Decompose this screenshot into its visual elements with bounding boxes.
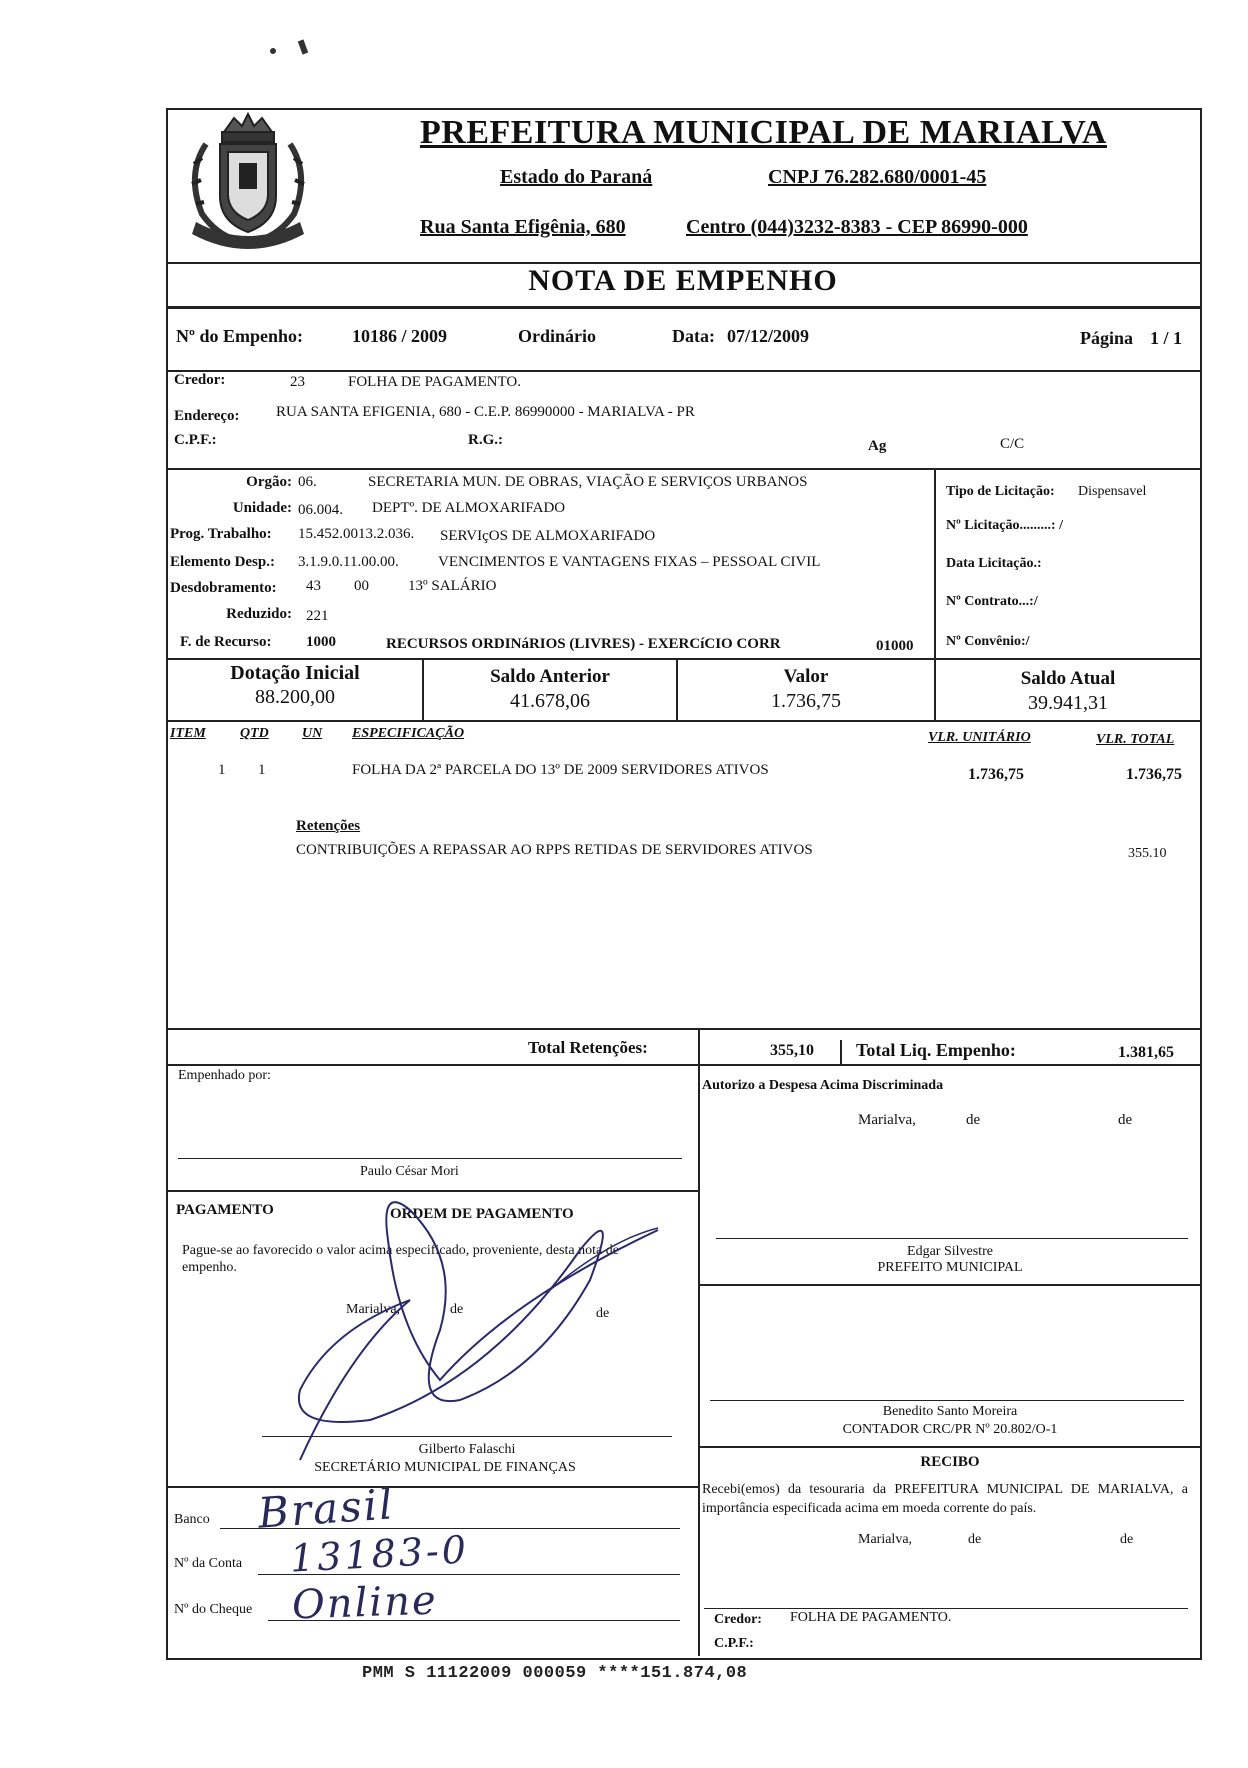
desd: 13º SALÁRIO [408, 578, 497, 594]
recibo-de: de [1120, 1532, 1134, 1547]
city-date: Marialva, [858, 1112, 916, 1128]
col-header-total: VLR. TOTAL [1096, 732, 1175, 747]
saldo-anterior-label: Saldo Anterior [490, 666, 610, 687]
empenho-number: 10186 / 2009 [352, 326, 448, 346]
scan-mark [298, 39, 308, 54]
secretario-title: SECRETÁRIO MUNICIPAL DE FINANÇAS [314, 1460, 576, 1475]
desd-a: 43 [306, 578, 321, 594]
contador-name: Benedito Santo Moreira [882, 1404, 1018, 1419]
divider [166, 370, 1200, 372]
recibo-text: Recebi(emos) da tesouraria da PREFEITURA MUNICIPAL DE MARIALVA, a importância especificada acima em moeda corrente do país. [702, 1482, 1188, 1516]
page-title: PREFEITURA MUNICIPAL DE MARIALVA [420, 114, 1107, 151]
divider-vertical [934, 468, 936, 658]
saldo-atual-label: Saldo Atual [1020, 668, 1116, 689]
date-value: 07/12/2009 [727, 326, 810, 346]
prog: SERVIçOS DE ALMOXARIFADO [440, 528, 656, 544]
total-liquido-value: 1.381,65 [1118, 1044, 1174, 1061]
dotacao-value: 88.200,00 [255, 686, 335, 708]
divider [166, 658, 1200, 660]
conta-handwritten: 13183-0 [288, 1527, 470, 1581]
recibo-cpf-label: C.P.F.: [714, 1636, 754, 1651]
signature-line [710, 1400, 1184, 1401]
empenhado-label: Empenhado por: [178, 1068, 271, 1083]
date-label: Data: [672, 326, 715, 346]
col-header-item: ITEM [170, 726, 206, 741]
ag-label: Ag [868, 438, 887, 454]
prefeito-title: PREFEITO MUNICIPAL [877, 1260, 1023, 1275]
signature-scribble [290, 1180, 670, 1470]
date-de: de [966, 1112, 981, 1128]
reduzido-label: Reduzido: [226, 606, 292, 622]
total-liquido-label: Total Liq. Empenho: [856, 1040, 1016, 1060]
divider [698, 1284, 1200, 1286]
divider [166, 468, 1200, 470]
page-number: 1 / 1 [1150, 328, 1183, 348]
address-contact: Centro (044)3232-8383 - CEP 86990-000 [686, 216, 1028, 238]
signature-line [178, 1158, 682, 1159]
contract-number: Nº Contrato...:/ [946, 594, 1038, 609]
reduzido: 221 [306, 608, 329, 624]
recibo-de: de [968, 1532, 982, 1547]
convenio-number: Nº Convênio:/ [946, 634, 1030, 649]
divider-vertical [840, 1040, 842, 1064]
col-header-spec: ESPECIFICAÇÃO [352, 726, 465, 741]
divider [166, 306, 1200, 309]
prefeito-name: Edgar Silvestre [907, 1244, 993, 1259]
retencoes-label: Retenções [296, 818, 361, 834]
licitacao-type-label: Tipo de Licitação: [946, 484, 1055, 499]
retencao-description: CONTRIBUIÇÕES A REPASSAR AO RPPS RETIDAS DE SERVIDORES ATIVOS [296, 842, 813, 858]
col-header-qtd: QTD [240, 726, 269, 741]
recurso: RECURSOS ORDINáRIOS (LIVRES) - EXERCíCIO CORR [386, 636, 781, 652]
address: Rua Santa Efigênia, 680 [420, 216, 626, 238]
date-de: de [1118, 1112, 1133, 1128]
total-retencoes-label: Total Retenções: [528, 1038, 648, 1057]
address-label: Endereço: [174, 408, 240, 424]
autorizo-text: Autorizo a Despesa Acima Discriminada [702, 1078, 944, 1093]
divider [698, 1446, 1200, 1448]
scan-mark [270, 48, 276, 54]
valor-label: Valor [783, 666, 829, 687]
orgao-label: Orgão: [246, 474, 292, 490]
contador-title: CONTADOR CRC/PR Nº 20.802/O-1 [842, 1422, 1058, 1437]
recurso-code: 1000 [306, 634, 336, 650]
signature-line [704, 1608, 1188, 1609]
empenho-number-label: Nº do Empenho: [176, 326, 303, 346]
recibo-credor-label: Credor: [714, 1612, 762, 1627]
secretario-name: Gilberto Falaschi [418, 1442, 516, 1457]
saldo-atual-value: 39.941,31 [1028, 692, 1108, 714]
elem: VENCIMENTOS E VANTAGENS FIXAS – PESSOAL CIVIL [438, 554, 821, 570]
creditor-label: Credor: [174, 372, 226, 388]
licitacao-number: Nº Licitação.........: / [946, 518, 1063, 533]
elem-code: 3.1.9.0.11.00.00. [298, 554, 399, 570]
page-label: Página [1080, 328, 1134, 348]
item-total-value: 1.736,75 [1126, 766, 1182, 783]
cc-label: C/C [1000, 436, 1025, 452]
pagamento-text: Pague-se ao favorecido o valor acima especificado, proveniente, desta nota de empenho. [182, 1243, 619, 1275]
elem-label: Elemento Desp.: [170, 554, 275, 570]
signature-line [716, 1238, 1188, 1239]
ordem-pagamento-label: ORDEM DE PAGAMENTO [390, 1206, 574, 1222]
total-retencoes-value: 355,10 [770, 1042, 814, 1059]
orgao: SECRETARIA MUN. DE OBRAS, VIAÇÃO E SERVIÇOS URBANOS [368, 474, 808, 490]
pagamento-city: Marialva, [346, 1302, 401, 1317]
divider [166, 1028, 1200, 1030]
conta-label: Nº da Conta [174, 1556, 243, 1571]
item-qty: 1 [258, 762, 266, 778]
recibo-credor: FOLHA DE PAGAMENTO. [790, 1610, 952, 1625]
pagamento-label: PAGAMENTO [176, 1202, 274, 1218]
banco-label: Banco [174, 1512, 210, 1527]
pagamento-de: de [596, 1306, 610, 1321]
municipal-coat-of-arms-icon [176, 104, 320, 254]
pagamento-de: de [450, 1302, 464, 1317]
unidade: DEPTº. DE ALMOXARIFADO [372, 500, 566, 516]
state-name: Estado do Paraná [500, 166, 653, 188]
item-unit-value: 1.736,75 [968, 766, 1024, 783]
col-header-un: UN [302, 726, 323, 741]
prog-label: Prog. Trabalho: [170, 526, 272, 542]
creditor-code: 23 [290, 374, 305, 390]
recurso-label: F. de Recurso: [180, 634, 272, 650]
recurso-code2: 01000 [876, 638, 914, 654]
creditor-address: RUA SANTA EFIGENIA, 680 - C.E.P. 86990000 - MARIALVA - PR [276, 404, 695, 420]
valor-value: 1.736,75 [771, 690, 841, 712]
cpf-label: C.P.F.: [174, 432, 217, 448]
recibo-label: RECIBO [920, 1454, 980, 1470]
dotacao-label: Dotação Inicial [230, 662, 360, 684]
orgao-code: 06. [298, 474, 317, 490]
desd-label: Desdobramento: [170, 580, 277, 596]
licitacao-date: Data Licitação.: [946, 556, 1042, 571]
banco-handwritten: Brasil [256, 1479, 396, 1538]
empenhado-name: Paulo César Mori [360, 1164, 459, 1179]
unidade-label: Unidade: [232, 500, 292, 516]
saldo-anterior-value: 41.678,06 [510, 690, 590, 712]
divider-vertical [698, 1064, 700, 1656]
recibo-city: Marialva, [858, 1532, 913, 1547]
footer-stamp: PMM S 11122009 000059 ****151.874,08 [362, 1664, 748, 1683]
item-spec: FOLHA DA 2ª PARCELA DO 13º DE 2009 SERVIDORES ATIVOS [352, 762, 769, 778]
rg-label: R.G.: [468, 432, 503, 448]
document-title: NOTA DE EMPENHO [528, 264, 838, 297]
unidade-code: 06.004. [298, 502, 343, 518]
cheque-label: Nº do Cheque [174, 1602, 253, 1617]
divider [166, 720, 1200, 722]
empenho-type: Ordinário [518, 326, 597, 346]
divider-vertical [698, 1028, 700, 1064]
cheque-handwritten: Online [291, 1577, 439, 1629]
retencao-value: 355.10 [1128, 846, 1167, 861]
creditor-name: FOLHA DE PAGAMENTO. [348, 374, 521, 390]
divider [166, 1064, 1200, 1066]
desd-b: 00 [354, 578, 369, 594]
divider [166, 1486, 698, 1488]
prog-code: 15.452.0013.2.036. [298, 526, 415, 542]
col-header-unit: VLR. UNITÁRIO [928, 730, 1031, 745]
item-number: 1 [218, 762, 226, 778]
cnpj: CNPJ 76.282.680/0001-45 [768, 166, 987, 188]
licitacao-type: Dispensavel [1078, 484, 1147, 499]
